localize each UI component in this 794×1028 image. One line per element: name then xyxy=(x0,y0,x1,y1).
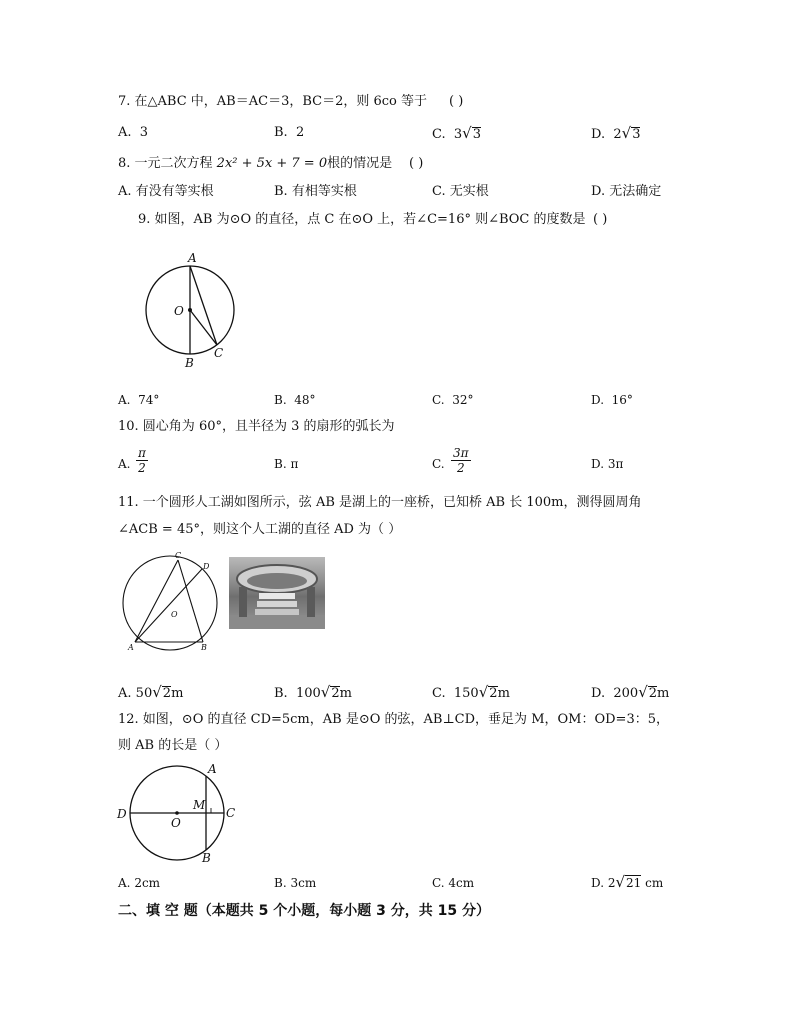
q9-option-c: C. 32° xyxy=(432,393,474,407)
q9-label-b: B xyxy=(185,356,194,370)
q10-option-a-label: A. xyxy=(118,457,131,471)
q9-circle-diagram xyxy=(130,248,250,378)
q9-center-dot xyxy=(188,308,192,312)
q9-option-d: D. 16° xyxy=(591,393,633,407)
q12-label-a: A xyxy=(208,762,217,776)
q11-option-a: A. 50√2m xyxy=(118,683,184,701)
q9-stem: 9. 如图，AB 为⊙O 的直径，点 C 在⊙O 上，若∠C=16° 则∠BOC 的度数是 xyxy=(138,212,586,227)
q9-option-a: A. 74° xyxy=(118,393,160,407)
q8-paren: ( ) xyxy=(409,156,424,171)
q11-option-d: D. 200√2m xyxy=(591,683,670,701)
q11-option-b: B. 100√2m xyxy=(274,683,352,701)
q7-option-c: C. 3√3 xyxy=(432,124,482,142)
q12-option-a: A. 2cm xyxy=(118,876,161,890)
q12-label-b: B xyxy=(202,851,211,865)
q12-option-d: D. 2√21 cm xyxy=(591,873,664,891)
q10-option-c-label: C. xyxy=(432,457,445,471)
q7-stem: 7. 在△ABC 中，AB＝AC＝3，BC＝2，则 6co 等于 xyxy=(118,94,427,109)
q11-option-c: C. 150√2m xyxy=(432,683,510,701)
q7-option-b: B. 2 xyxy=(274,125,305,140)
q8-option-a: A. 有没有等实根 xyxy=(118,184,214,199)
q12-label-c: C xyxy=(226,806,236,820)
q11-label-c: C xyxy=(175,551,182,560)
q8-option-c: C. 无实根 xyxy=(432,184,489,199)
q8-option-b: B. 有相等实根 xyxy=(274,184,357,199)
q12-stem-line1: 12. 如图，⊙O 的直径 CD=5cm，AB 是⊙O 的弦，AB⊥CD，垂足为 M，OM：OD=3：5， xyxy=(118,712,669,727)
q11-circle-diagram xyxy=(115,550,225,658)
section-2-heading: 二、填 空 题（本题共 5 个小题，每小题 3 分，共 15 分） xyxy=(118,903,490,919)
q10-option-d: D. 3π xyxy=(591,457,624,471)
q12-label-o: O xyxy=(171,816,181,830)
q9-paren: ( ) xyxy=(593,212,608,227)
q12-stem-line2: 则 AB 的长是（ ） xyxy=(118,738,228,753)
q7-paren: ( ) xyxy=(449,94,464,109)
q11-label-d: D xyxy=(203,562,210,571)
q9-label-c: C xyxy=(214,346,224,360)
q10-option-a-fraction: π 2 xyxy=(138,446,146,475)
q12-label-d: D xyxy=(117,807,127,821)
q12-label-m: M xyxy=(193,798,206,812)
q11-chord-ca xyxy=(135,560,178,642)
q7-option-a: A. 3 xyxy=(118,125,149,140)
q11-label-b: B xyxy=(201,643,207,652)
q9-radius-oc xyxy=(190,310,217,345)
q11-stem-line1: 11. 一个圆形人工湖如图所示，弦 AB 是湖上的一座桥，已知桥 AB 长 100m，测得圆周角 xyxy=(118,495,642,510)
q11-label-o: O xyxy=(171,610,178,619)
q12-circle-diagram xyxy=(113,758,243,868)
q11-stem-line2: ∠ACB = 45°，则这个人工湖的直径 AD 为（ ） xyxy=(118,522,402,537)
q12-option-c: C. 4cm xyxy=(432,876,475,890)
q8-option-d: D. 无法确定 xyxy=(591,184,662,199)
q10-stem: 10. 圆心角为 60°，且半径为 3 的扇形的弧长为 xyxy=(118,419,395,434)
q12-option-b: B. 3cm xyxy=(274,876,317,890)
q9-label-o: O xyxy=(174,304,184,318)
q10-option-c-fraction: 3π 2 xyxy=(453,446,469,475)
q7-option-d: D. 2√3 xyxy=(591,124,641,142)
bridge-photo xyxy=(229,557,325,629)
q9-chord-ac xyxy=(190,266,217,345)
q10-option-b: B. π xyxy=(274,457,299,471)
q12-right-angle-mark xyxy=(206,808,211,813)
q9-label-a: A xyxy=(188,251,197,265)
q11-label-a: A xyxy=(128,643,134,652)
q12-center-dot xyxy=(175,811,179,815)
q8-stem: 8. 一元二次方程 2x² + 5x + 7 = 0根的情况是 xyxy=(118,156,393,171)
q9-option-b: B. 48° xyxy=(274,393,316,407)
